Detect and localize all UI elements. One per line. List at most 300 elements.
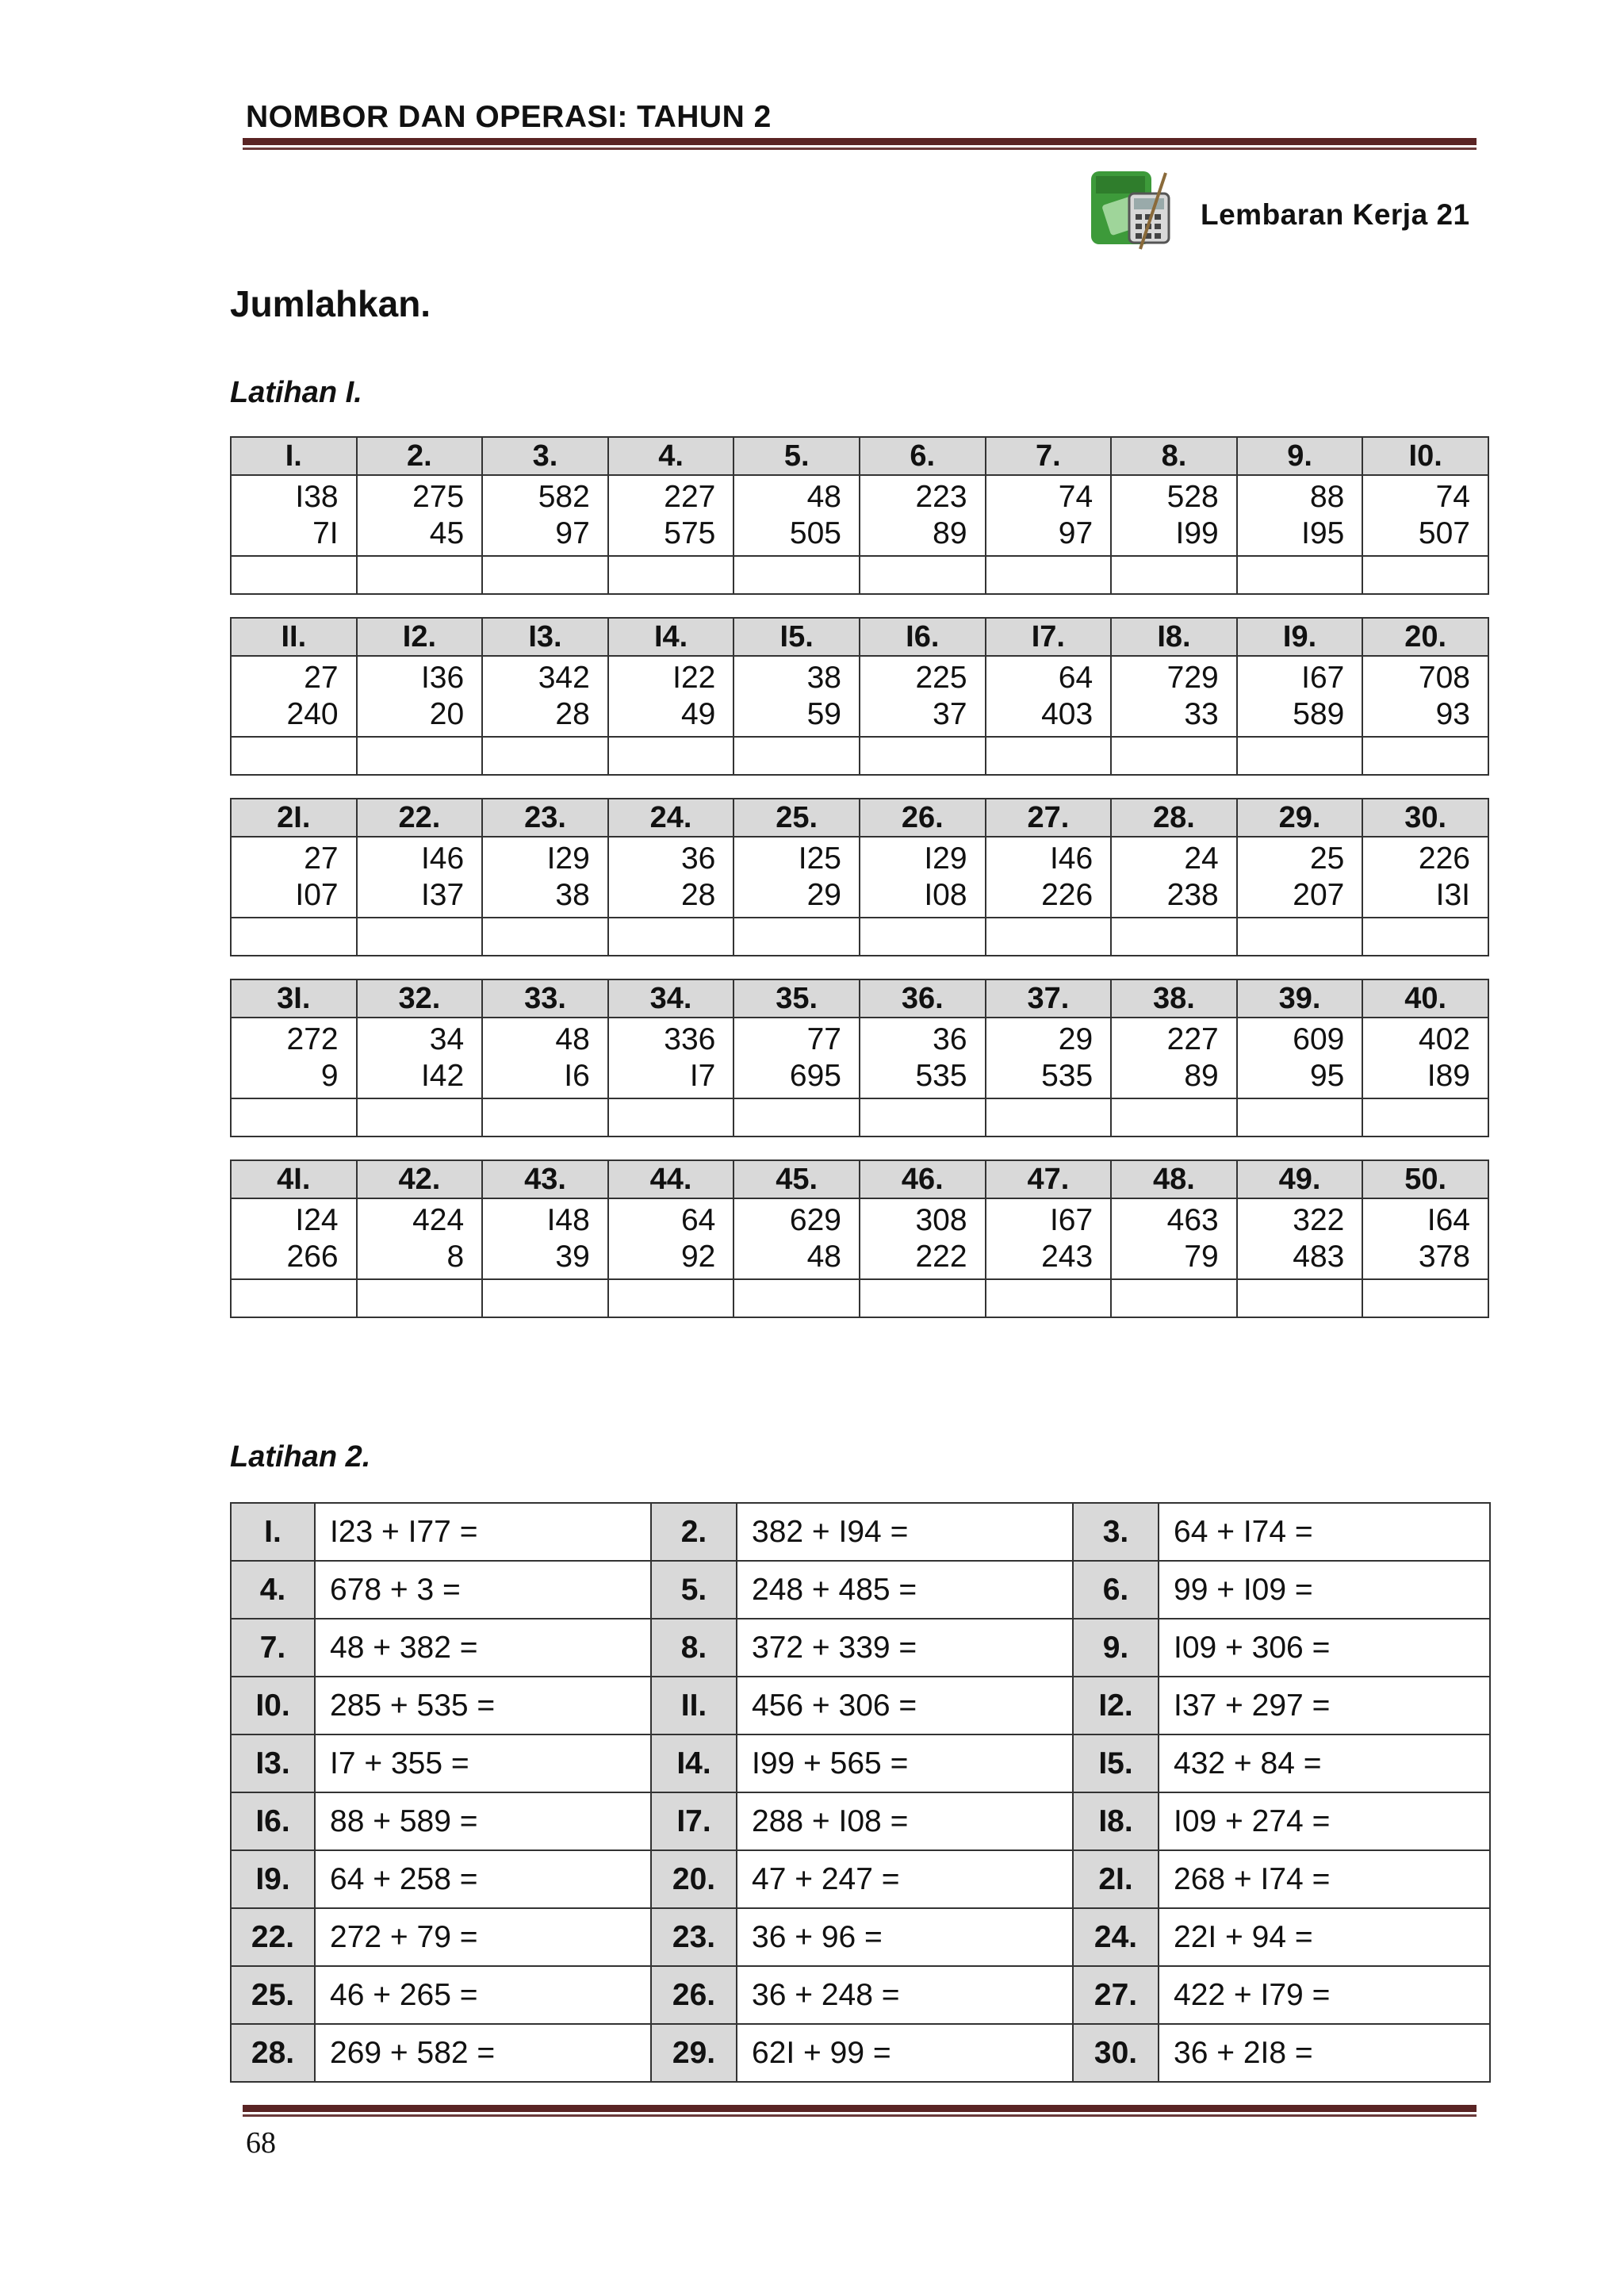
problem-number: 6. [860, 437, 986, 475]
addend-top: 609 [1293, 1022, 1345, 1056]
addend-bottom: 695 [789, 1059, 841, 1093]
addition-problem [1362, 837, 1488, 918]
addend-top: 74 [1435, 480, 1470, 514]
addend-bottom: I7 [689, 1059, 716, 1093]
answer-box[interactable] [1111, 737, 1237, 775]
exercise-1-block [230, 798, 1489, 956]
problem-number: 29. [651, 2024, 737, 2082]
addition-problem [1237, 837, 1363, 918]
addend-top: 34 [429, 1022, 465, 1056]
answer-box[interactable] [1111, 918, 1237, 956]
addend-top: 48 [806, 480, 841, 514]
addend-top: 322 [1293, 1203, 1345, 1237]
problem-number: 4. [608, 437, 734, 475]
answer-box[interactable] [1237, 1279, 1363, 1317]
addend-top: 336 [664, 1022, 716, 1056]
problem-number: 30. [1362, 799, 1488, 837]
addition-question[interactable]: 432 + 84 = [1159, 1734, 1490, 1792]
addition-question[interactable]: 422 + I79 = [1159, 1966, 1490, 2024]
addition-question[interactable]: 248 + 485 = [737, 1561, 1073, 1619]
problem-number: 48. [1111, 1160, 1237, 1198]
calculator-icon [1088, 167, 1177, 255]
exercise-1-title: Latihan I. [230, 376, 362, 409]
answer-box[interactable] [1237, 918, 1363, 956]
addend-bottom: 222 [915, 1240, 967, 1274]
addition-problem [986, 837, 1112, 918]
problem-number: I7. [651, 1792, 737, 1850]
answer-box[interactable] [357, 556, 483, 594]
addition-problem [1237, 656, 1363, 737]
problem-number: I. [231, 1503, 315, 1561]
table-row [231, 1503, 1490, 1561]
addition-question[interactable]: 456 + 306 = [737, 1677, 1073, 1734]
exercise-2-table [230, 1502, 1491, 2083]
header-rule [243, 138, 1477, 150]
answer-box[interactable] [357, 1279, 483, 1317]
addition-problem [733, 1018, 860, 1098]
addition-question[interactable]: 36 + 2I8 = [1159, 2024, 1490, 2082]
addend-bottom: 93 [1435, 697, 1470, 731]
answer-box[interactable] [482, 556, 608, 594]
addend-top: 27 [304, 661, 339, 695]
addend-top: 74 [1058, 480, 1094, 514]
addition-problem [860, 837, 986, 918]
addend-top: 708 [1418, 661, 1470, 695]
answer-box[interactable] [231, 556, 357, 594]
problem-number: I. [231, 437, 357, 475]
problem-number: 3I. [231, 979, 357, 1018]
addend-bottom: 97 [555, 516, 590, 550]
addend-bottom: 37 [933, 697, 967, 731]
problem-number: 25. [231, 1966, 315, 2024]
addend-top: 226 [1418, 841, 1470, 876]
answer-box[interactable] [733, 556, 860, 594]
addend-bottom: 535 [915, 1059, 967, 1093]
addend-top: 27 [304, 841, 339, 876]
answer-box[interactable] [482, 1279, 608, 1317]
answer-box[interactable] [860, 1098, 986, 1137]
problem-number: 43. [482, 1160, 608, 1198]
worksheet-label: Lembaran Kerja 21 [1201, 198, 1470, 231]
addend-top: 29 [1058, 1022, 1094, 1056]
problem-number: 23. [651, 1908, 737, 1966]
addition-problem [482, 1018, 608, 1098]
addend-bottom: 207 [1293, 878, 1345, 912]
addition-question[interactable]: 64 + I74 = [1159, 1503, 1490, 1561]
answer-box[interactable] [1111, 1279, 1237, 1317]
addition-question[interactable]: 99 + I09 = [1159, 1561, 1490, 1619]
addend-bottom: 535 [1041, 1059, 1094, 1093]
addition-problem [986, 475, 1112, 556]
addend-bottom: 97 [1058, 516, 1094, 550]
problem-number: I5. [733, 618, 860, 656]
answer-box[interactable] [733, 1098, 860, 1137]
addition-problem [231, 1018, 357, 1098]
problem-number: 36. [860, 979, 986, 1018]
answer-box[interactable] [860, 1279, 986, 1317]
problem-number: 2I. [231, 799, 357, 837]
addend-bottom: 28 [555, 697, 590, 731]
answer-box[interactable] [986, 1279, 1112, 1317]
problem-number: 24. [608, 799, 734, 837]
addition-problem [1111, 837, 1237, 918]
problem-number: 29. [1237, 799, 1363, 837]
addition-problem [1362, 475, 1488, 556]
header-title: NOMBOR DAN OPERASI: TAHUN 2 [246, 100, 772, 134]
answer-box[interactable] [733, 1279, 860, 1317]
addend-top: I38 [295, 480, 339, 514]
addend-bottom: 28 [680, 878, 716, 912]
addend-bottom: 575 [664, 516, 716, 550]
problem-number: 44. [608, 1160, 734, 1198]
addend-top: 24 [1184, 841, 1219, 876]
addend-bottom: 33 [1184, 697, 1219, 731]
answer-box[interactable] [231, 737, 357, 775]
answer-box[interactable] [357, 737, 483, 775]
addend-top: 88 [1309, 480, 1345, 514]
exercise-1-block [230, 436, 1489, 595]
addition-question[interactable]: I37 + 297 = [1159, 1677, 1490, 1734]
problem-number: I6. [860, 618, 986, 656]
addition-problem [608, 837, 734, 918]
addend-top: 64 [1058, 661, 1094, 695]
addend-top: 48 [555, 1022, 590, 1056]
addend-bottom: 38 [555, 878, 590, 912]
problem-number: 40. [1362, 979, 1488, 1018]
addend-bottom: 48 [806, 1240, 841, 1274]
problem-number: II. [651, 1677, 737, 1734]
addend-top: 463 [1166, 1203, 1219, 1237]
table-row [231, 1734, 1490, 1792]
answer-box[interactable] [1362, 556, 1488, 594]
addend-top: I29 [546, 841, 590, 876]
answer-box[interactable] [1237, 556, 1363, 594]
answer-box[interactable] [1362, 1279, 1488, 1317]
addition-problem [608, 656, 734, 737]
problem-number: 20. [1362, 618, 1488, 656]
problem-number: 26. [651, 1966, 737, 2024]
problem-number: 9. [1237, 437, 1363, 475]
addition-question[interactable]: I99 + 565 = [737, 1734, 1073, 1792]
problem-number: 6. [1073, 1561, 1159, 1619]
addition-question[interactable]: 64 + 258 = [315, 1850, 651, 1908]
answer-box[interactable] [231, 1098, 357, 1137]
problem-number: I3. [231, 1734, 315, 1792]
addend-top: 629 [789, 1203, 841, 1237]
addition-problem [357, 656, 483, 737]
addition-problem [1237, 475, 1363, 556]
addend-bottom: 92 [680, 1240, 716, 1274]
addend-top: I36 [420, 661, 465, 695]
addend-bottom: 266 [286, 1240, 339, 1274]
addition-question[interactable]: I7 + 355 = [315, 1734, 651, 1792]
addition-problem [357, 1018, 483, 1098]
addend-top: I46 [420, 841, 465, 876]
answer-box[interactable] [357, 1098, 483, 1137]
addend-bottom: I3I [1435, 878, 1470, 912]
addend-top: I46 [1049, 841, 1094, 876]
addition-question[interactable]: 88 + 589 = [315, 1792, 651, 1850]
answer-box[interactable] [1111, 1098, 1237, 1137]
exercise-1-block [230, 617, 1489, 776]
problem-number: 45. [733, 1160, 860, 1198]
answer-box[interactable] [860, 556, 986, 594]
addend-top: 528 [1166, 480, 1219, 514]
addend-bottom: 238 [1166, 878, 1219, 912]
addend-bottom: 9 [320, 1059, 339, 1093]
addend-bottom: I37 [420, 878, 465, 912]
addend-bottom: I89 [1427, 1059, 1470, 1093]
answer-box[interactable] [733, 918, 860, 956]
addend-top: 342 [538, 661, 590, 695]
answer-box[interactable] [986, 556, 1112, 594]
addend-bottom: 240 [286, 697, 339, 731]
addition-problem [860, 1018, 986, 1098]
addition-question[interactable]: I23 + I77 = [315, 1503, 651, 1561]
answer-box[interactable] [986, 918, 1112, 956]
problem-number: 7. [231, 1619, 315, 1677]
addend-bottom: I07 [295, 878, 339, 912]
problem-number: 32. [357, 979, 483, 1018]
answer-box[interactable] [733, 737, 860, 775]
addition-problem [231, 1198, 357, 1279]
addend-top: 64 [680, 1203, 716, 1237]
problem-number: 3. [482, 437, 608, 475]
exercise-2-title: Latihan 2. [230, 1440, 371, 1474]
addend-top: 36 [680, 841, 716, 876]
answer-box[interactable] [608, 1279, 734, 1317]
addition-question[interactable]: 382 + I94 = [737, 1503, 1073, 1561]
addition-problem [482, 1198, 608, 1279]
problem-number: 5. [651, 1561, 737, 1619]
addition-question[interactable]: 268 + I74 = [1159, 1850, 1490, 1908]
addend-bottom: I08 [924, 878, 967, 912]
problem-number: 2I. [1073, 1850, 1159, 1908]
addend-bottom: 403 [1041, 697, 1094, 731]
addition-question[interactable]: 46 + 265 = [315, 1966, 651, 2024]
problem-number: 24. [1073, 1908, 1159, 1966]
problem-number: 9. [1073, 1619, 1159, 1677]
addition-problem [357, 1198, 483, 1279]
addition-question[interactable]: 272 + 79 = [315, 1908, 651, 1966]
problem-number: 4I. [231, 1160, 357, 1198]
answer-box[interactable] [608, 918, 734, 956]
addition-problem [231, 837, 357, 918]
answer-box[interactable] [1362, 737, 1488, 775]
addend-bottom: I99 [1175, 516, 1219, 550]
addend-top: 227 [1166, 1022, 1219, 1056]
problem-number: 3. [1073, 1503, 1159, 1561]
problem-number: 33. [482, 979, 608, 1018]
addition-problem [860, 475, 986, 556]
problem-number: I4. [651, 1734, 737, 1792]
table-row [231, 1792, 1490, 1850]
addend-top: I24 [295, 1203, 339, 1237]
addition-question[interactable]: 22I + 94 = [1159, 1908, 1490, 1966]
addition-question[interactable]: 36 + 248 = [737, 1966, 1073, 2024]
addend-bottom: I42 [420, 1059, 465, 1093]
addition-problem [1362, 1018, 1488, 1098]
addition-problem [986, 1018, 1112, 1098]
addition-question[interactable]: I09 + 306 = [1159, 1619, 1490, 1677]
problem-number: I9. [1237, 618, 1363, 656]
addition-problem [986, 656, 1112, 737]
addition-question[interactable]: 678 + 3 = [315, 1561, 651, 1619]
addend-bottom: 49 [680, 697, 716, 731]
problem-number: I4. [608, 618, 734, 656]
addend-bottom: 79 [1184, 1240, 1219, 1274]
problem-number: 8. [1111, 437, 1237, 475]
problem-number: I0. [1362, 437, 1488, 475]
addition-problem [1362, 656, 1488, 737]
addition-problem [986, 1198, 1112, 1279]
answer-box[interactable] [482, 918, 608, 956]
answer-box[interactable] [860, 737, 986, 775]
problem-number: 8. [651, 1619, 737, 1677]
problem-number: 50. [1362, 1160, 1488, 1198]
problem-number: 39. [1237, 979, 1363, 1018]
answer-box[interactable] [1237, 1098, 1363, 1137]
addition-problem [231, 475, 357, 556]
addend-top: 729 [1166, 661, 1219, 695]
problem-number: I6. [231, 1792, 315, 1850]
problem-number: 35. [733, 979, 860, 1018]
table-row [231, 1677, 1490, 1734]
addition-problem [608, 1198, 734, 1279]
addend-top: 225 [915, 661, 967, 695]
instruction: Jumlahkan. [230, 283, 431, 324]
problem-number: 2. [357, 437, 483, 475]
addend-top: I29 [924, 841, 967, 876]
addend-top: I48 [546, 1203, 590, 1237]
addition-problem [1362, 1198, 1488, 1279]
table-row [231, 1619, 1490, 1677]
exercise-1-block [230, 979, 1489, 1137]
addition-problem [357, 475, 483, 556]
addend-top: I67 [1301, 661, 1345, 695]
answer-box[interactable] [1111, 556, 1237, 594]
problem-number: 25. [733, 799, 860, 837]
problem-number: 28. [1111, 799, 1237, 837]
problem-number: I2. [357, 618, 483, 656]
addition-problem [357, 837, 483, 918]
answer-box[interactable] [860, 918, 986, 956]
answer-box[interactable] [231, 918, 357, 956]
problem-number: 27. [986, 799, 1112, 837]
addend-top: 25 [1309, 841, 1345, 876]
addend-bottom: 7I [312, 516, 339, 550]
addition-problem [1111, 656, 1237, 737]
problem-number: 5. [733, 437, 860, 475]
problem-number: 4. [231, 1561, 315, 1619]
answer-box[interactable] [608, 556, 734, 594]
addend-top: I67 [1049, 1203, 1094, 1237]
problem-number: I7. [986, 618, 1112, 656]
addition-problem [733, 1198, 860, 1279]
addition-problem [482, 837, 608, 918]
addend-bottom: 483 [1293, 1240, 1345, 1274]
addition-question[interactable]: 47 + 247 = [737, 1850, 1073, 1908]
page-number: 68 [246, 2126, 276, 2160]
addend-top: 424 [412, 1203, 465, 1237]
answer-box[interactable] [1362, 1098, 1488, 1137]
problem-number: I8. [1111, 618, 1237, 656]
addend-bottom: 507 [1418, 516, 1470, 550]
answer-box[interactable] [608, 737, 734, 775]
addition-question[interactable]: 372 + 339 = [737, 1619, 1073, 1677]
problem-number: 7. [986, 437, 1112, 475]
problem-number: 42. [357, 1160, 483, 1198]
problem-number: 49. [1237, 1160, 1363, 1198]
addition-problem [1237, 1018, 1363, 1098]
addend-bottom: 95 [1309, 1059, 1345, 1093]
answer-box[interactable] [231, 1279, 357, 1317]
addition-problem [608, 1018, 734, 1098]
answer-box[interactable] [357, 918, 483, 956]
problem-number: 26. [860, 799, 986, 837]
addition-question[interactable]: 285 + 535 = [315, 1677, 651, 1734]
addend-bottom: I95 [1301, 516, 1345, 550]
exercise-1-block [230, 1159, 1489, 1318]
addition-question[interactable]: 269 + 582 = [315, 2024, 651, 2082]
addend-bottom: 505 [789, 516, 841, 550]
addend-bottom: I6 [564, 1059, 590, 1093]
addition-problem [482, 656, 608, 737]
addition-question[interactable]: 48 + 382 = [315, 1619, 651, 1677]
problem-number: I8. [1073, 1792, 1159, 1850]
answer-box[interactable] [986, 1098, 1112, 1137]
problem-number: 47. [986, 1160, 1112, 1198]
problem-number: I3. [482, 618, 608, 656]
addend-top: 272 [286, 1022, 339, 1056]
addition-problem [733, 837, 860, 918]
addition-question[interactable]: 36 + 96 = [737, 1908, 1073, 1966]
addition-problem [231, 656, 357, 737]
problem-number: 37. [986, 979, 1112, 1018]
addend-top: 227 [664, 480, 716, 514]
table-row [231, 1908, 1490, 1966]
addend-bottom: 39 [555, 1240, 590, 1274]
addend-top: 77 [806, 1022, 841, 1056]
addition-question[interactable]: I09 + 274 = [1159, 1792, 1490, 1850]
table-row [231, 1850, 1490, 1908]
addend-bottom: 29 [806, 878, 841, 912]
answer-box[interactable] [1362, 918, 1488, 956]
addend-bottom: 589 [1293, 697, 1345, 731]
addend-bottom: 226 [1041, 878, 1094, 912]
addition-question[interactable]: 62I + 99 = [737, 2024, 1073, 2082]
problem-number: 34. [608, 979, 734, 1018]
answer-box[interactable] [608, 1098, 734, 1137]
addition-question[interactable]: 288 + I08 = [737, 1792, 1073, 1850]
answer-box[interactable] [986, 737, 1112, 775]
problem-number: I5. [1073, 1734, 1159, 1792]
problem-number: 27. [1073, 1966, 1159, 2024]
answer-box[interactable] [1237, 737, 1363, 775]
problem-number: I2. [1073, 1677, 1159, 1734]
addition-problem [1111, 475, 1237, 556]
problem-number: I9. [231, 1850, 315, 1908]
addend-top: I64 [1427, 1203, 1470, 1237]
answer-box[interactable] [482, 737, 608, 775]
addition-problem [733, 656, 860, 737]
addition-problem [1111, 1018, 1237, 1098]
addend-bottom: 59 [806, 697, 841, 731]
answer-box[interactable] [482, 1098, 608, 1137]
problem-number: 23. [482, 799, 608, 837]
addend-top: I22 [672, 661, 716, 695]
addend-top: I25 [798, 841, 841, 876]
